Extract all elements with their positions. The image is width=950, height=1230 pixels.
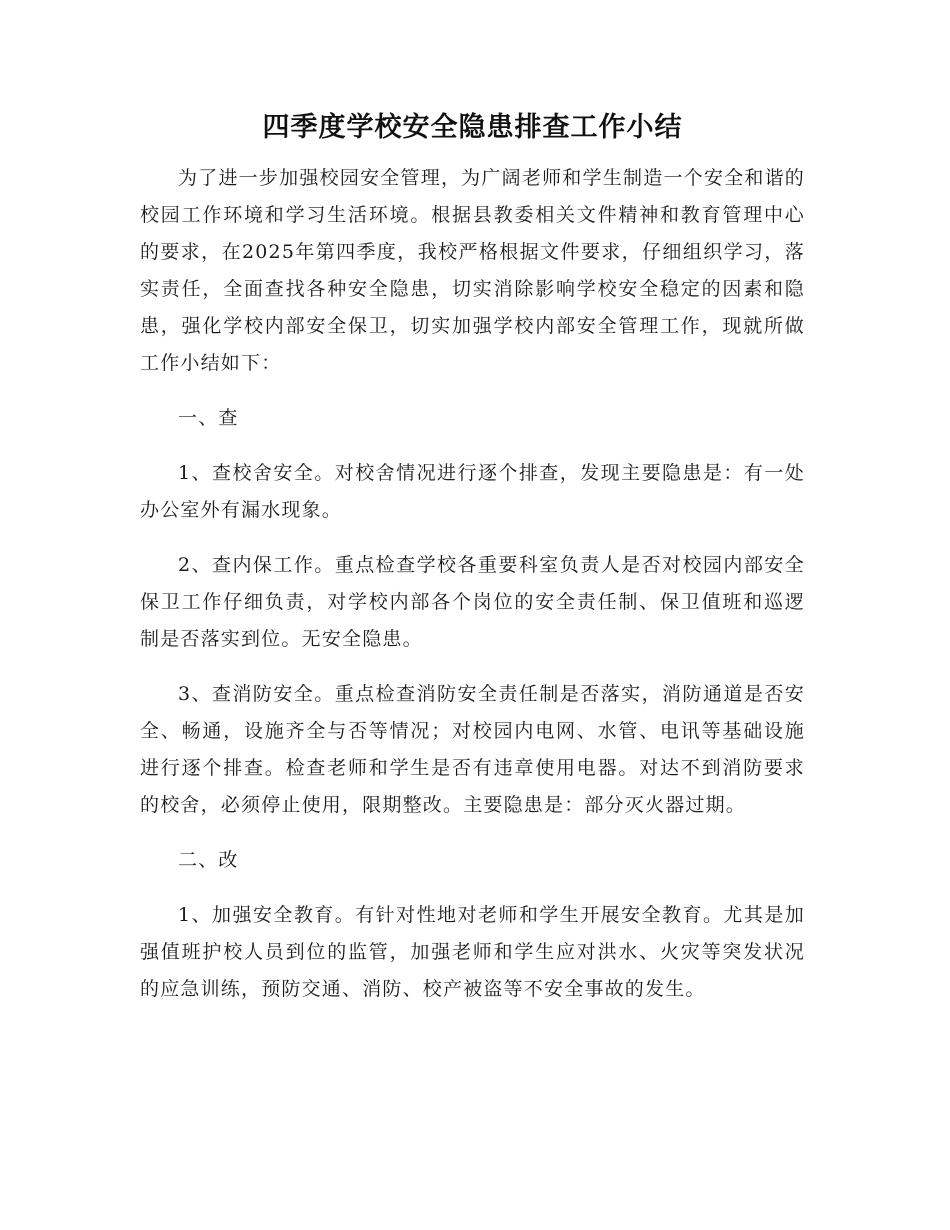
document-body bbox=[140, 108, 805, 1026]
check-item-fire-safety: 3、查消防安全。重点检查消防安全责任制是否落实，消防通道是否安全、畅通，设施齐全与否等情况；对校园内电网、水管、电讯等基础设施进行逐个排查。检查老师和学生是否有违章使用电器。对达不到消防要求的校舍，必须停止使用，限期整改。主要隐患是：部分灭火器过期。 bbox=[140, 683, 805, 816]
rectify-item-safety-education: 1、加强安全教育。有针对性地对老师和学生开展安全教育。尤其是加强值班护校人员到位的监管，加强老师和学生应对洪水、火灾等突发状况的应急训练，预防交通、消防、校产被盗等不安全事故的发生。 bbox=[140, 904, 805, 1000]
check-item-school-buildings: 1、查校舍安全。对校舍情况进行逐个排查，发现主要隐患是：有一处办公室外有漏水现象。 bbox=[140, 462, 805, 521]
check-item-internal-security: 2、查内保工作。重点检查学校各重要科室负责人是否对校园内部安全保卫工作仔细负责，对学校内部各个岗位的安全责任制、保卫值班和巡逻制是否落实到位。无安全隐患。 bbox=[140, 554, 805, 650]
section-heading-check: 一、查 bbox=[178, 407, 239, 429]
section-heading-rectify: 二、改 bbox=[178, 849, 239, 871]
document-title: 四季度学校安全隐患排查工作小结 bbox=[262, 112, 683, 143]
intro-paragraph: 为了进一步加强校园安全管理，为广阔老师和学生制造一个安全和谐的校园工作环境和学习生活环境。根据县教委相关文件精神和教育管理中心的要求，在2025年第四季度，我校严格根据文件要求，仔细组织学习，落实责任，全面查找各种安全隐患，切实消除影响学校安全稳定的因素和隐患，强化学校内部安全保卫，切实加强学校内部安全管理工作，现就所做工作小结如下： bbox=[140, 167, 805, 374]
